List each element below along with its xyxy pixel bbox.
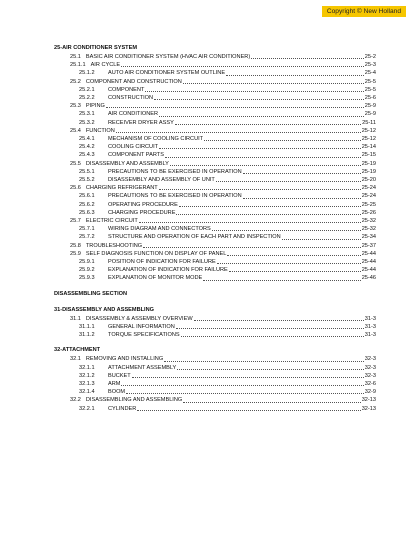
toc-entry-title: AUTO AIR CONDITIONER SYSTEM OUTLINE — [108, 70, 226, 77]
toc-entry-title: CYLINDER — [108, 405, 137, 412]
dot-leader — [145, 91, 363, 92]
toc-entry-page: 25-24 — [361, 193, 376, 200]
toc-entry-number: 25.7 — [70, 218, 81, 225]
dot-leader — [194, 320, 364, 321]
toc-entry-page: 25-34 — [361, 234, 376, 241]
dot-leader — [203, 280, 360, 281]
toc-entry-number: 25.3 — [70, 103, 81, 110]
toc-entry-title: PRECAUTIONS TO BE EXERCISED IN OPERATION — [108, 193, 242, 200]
toc-entry-title: COMPONENT AND CONSTRUCTION — [85, 78, 182, 85]
toc-entry-page: 25-9 — [364, 103, 376, 110]
toc-entry-page: 32-13 — [361, 397, 376, 404]
toc-entry-title: WIRING DIAGRAM AND CONNECTORS — [108, 226, 211, 233]
toc-entry[interactable] — [54, 315, 376, 323]
toc-entry-number: 25.7.2 — [79, 234, 95, 241]
toc-entry[interactable] — [54, 372, 376, 380]
toc-entry-number: 25.4.2 — [79, 144, 95, 151]
toc-entry-title: DISASSEMBLY AND ASSEMBLY — [85, 160, 169, 167]
toc-entry-page: 32-3 — [364, 364, 376, 371]
dot-leader — [183, 402, 360, 403]
toc-entry-page: 25-3 — [364, 62, 376, 69]
dot-leader — [165, 157, 361, 158]
toc-entry-title: DISASSEMBLING AND ASSEMBLING — [85, 397, 183, 404]
toc-entry[interactable] — [54, 176, 376, 184]
toc-entry[interactable] — [54, 151, 376, 159]
toc-entry-number: 32.1.4 — [79, 389, 95, 396]
dot-leader — [106, 107, 364, 108]
toc-entry-number: 25.1.1 — [70, 62, 86, 69]
dot-leader — [154, 99, 364, 100]
toc-entry-page: 32-3 — [364, 356, 376, 363]
toc-entry-page: 25-19 — [361, 168, 376, 175]
dot-leader — [229, 271, 361, 272]
toc-entry-number: 25.9.2 — [79, 267, 95, 274]
toc-entry-number: 25.9 — [70, 250, 81, 257]
toc-entry-number: 25.3.2 — [79, 119, 95, 126]
dot-leader — [204, 140, 361, 141]
toc-entry[interactable] — [54, 127, 376, 135]
toc-entry-page: 25-5 — [364, 78, 376, 85]
toc-entry[interactable] — [54, 201, 376, 209]
toc-entry-number: 31.1.2 — [79, 332, 95, 339]
section-heading: 31-DISASSEMBLY AND ASSEMBLING — [54, 306, 154, 313]
toc-entry-page: 25-11 — [362, 119, 376, 126]
toc-entry-number: 25.4.1 — [79, 136, 95, 143]
toc-entry-title: AIR CONDITIONER — [108, 111, 159, 118]
toc-entry-title: PIPING — [85, 103, 105, 110]
toc-entry[interactable] — [54, 110, 376, 118]
toc-entry[interactable] — [54, 135, 376, 143]
toc-entry-number: 25.4 — [70, 127, 81, 134]
toc-entry[interactable] — [54, 78, 376, 86]
toc-entry-number: 25.2.1 — [79, 86, 95, 93]
toc-entry-page: 31-3 — [364, 332, 376, 339]
section-heading: DISASSEMBLING SECTION — [54, 290, 128, 297]
dot-leader — [181, 336, 364, 337]
toc-entry-number: 25.3.1 — [79, 111, 95, 118]
dot-leader — [164, 361, 364, 362]
copyright-badge: Copyright © New Holland — [322, 6, 406, 17]
toc-entry-title: COMPONENT — [108, 86, 145, 93]
toc-entry-title: EXPLANATION OF INDICATION FOR FAILURE — [108, 267, 228, 274]
toc-entry-number: 32.2.1 — [79, 405, 95, 412]
dot-leader — [116, 132, 361, 133]
dot-leader — [121, 385, 363, 386]
toc-entry-number: 25.2 — [70, 78, 81, 85]
toc-entry[interactable] — [54, 380, 376, 388]
toc-entry-title: CHARGING PROCEDURE — [108, 209, 176, 216]
dot-leader — [143, 247, 361, 248]
toc-entry[interactable] — [54, 331, 376, 339]
toc-entry-title: DISASSEMBLY & ASSEMBLY OVERVIEW — [85, 315, 193, 322]
toc-entry-title: TORQUE SPECIFICATIONS — [108, 332, 180, 339]
dot-leader — [175, 124, 361, 125]
toc-entry-title: POSITION OF INDICATION FOR FAILURE — [108, 259, 216, 266]
toc-entry[interactable] — [54, 355, 376, 363]
toc-entry-title: OPERATING PROCEDURE — [108, 201, 178, 208]
toc-entry-number: 32.2 — [70, 397, 81, 404]
toc-entry-number: 25.5 — [70, 160, 81, 167]
toc-entry-number: 25.6.2 — [79, 201, 95, 208]
toc-entry-title: EXPLANATION OF MONITOR MODE — [108, 275, 203, 282]
toc-entry[interactable] — [54, 102, 376, 110]
toc-entry-page: 25-5 — [364, 86, 376, 93]
toc-entry-page: 25-4 — [364, 70, 376, 77]
dot-leader — [137, 410, 360, 411]
toc-entry[interactable] — [54, 396, 376, 404]
toc-entry-page: 25-32 — [361, 218, 376, 225]
toc-entry[interactable] — [54, 274, 376, 282]
dot-leader — [176, 328, 364, 329]
dot-leader — [176, 214, 360, 215]
toc-entry[interactable] — [54, 94, 376, 102]
toc-entry-page: 25-46 — [361, 275, 376, 282]
toc-entry-number: 25.1 — [70, 54, 81, 60]
toc-entry-number: 32.1.2 — [79, 372, 95, 379]
dot-leader — [139, 222, 361, 223]
toc-entry[interactable] — [54, 266, 376, 274]
toc-entry-title: COMPONENT PARTS — [108, 152, 164, 159]
toc-entry-title: ARM — [108, 380, 121, 387]
toc-entry-title: CHARGING REFRIGERANT — [85, 185, 158, 192]
toc-entry[interactable] — [54, 61, 376, 69]
dot-leader — [159, 189, 361, 190]
toc-entry-title: AIR CYCLE — [90, 62, 121, 69]
toc-entry-page: 25-19 — [361, 160, 376, 167]
toc-entry[interactable] — [54, 86, 376, 94]
dot-leader — [282, 239, 361, 240]
dot-leader — [126, 393, 364, 394]
toc-entry[interactable] — [54, 233, 376, 241]
dot-leader — [177, 369, 364, 370]
toc-entry-number: 32.1.3 — [79, 380, 95, 387]
toc-entry-page: 25-20 — [361, 177, 376, 184]
toc-entry-title: COOLING CIRCUIT — [108, 144, 159, 151]
toc-entry-title: CONSTRUCTION — [108, 95, 154, 102]
toc-entry-title: DISASSEMBLY AND ASSEMBLY OF UNIT — [108, 177, 215, 184]
toc-entry-title: REMOVING AND INSTALLING — [85, 356, 164, 363]
toc-entry-page: 32-13 — [361, 405, 376, 412]
toc-entry-page: 25-6 — [364, 95, 376, 102]
toc-entry[interactable] — [54, 192, 376, 200]
toc-entry-title: GENERAL INFORMATION — [108, 323, 175, 330]
dot-leader — [226, 75, 364, 76]
toc-entry-number: 25.1.2 — [79, 70, 95, 77]
toc-entry-number: 32.1.1 — [79, 364, 95, 371]
toc-entry[interactable] — [54, 217, 376, 225]
toc-entry-page: 25-15 — [361, 152, 376, 159]
toc-entry-title: SELF DIAGNOSIS FUNCTION ON DISPLAY OF PANEL — [85, 250, 227, 257]
toc-entry-page: 25-12 — [361, 127, 376, 134]
toc-entry[interactable] — [54, 143, 376, 151]
toc-entry-page: 31-3 — [364, 323, 376, 330]
toc-entry[interactable] — [54, 258, 376, 266]
toc-entry-number: 25.6 — [70, 185, 81, 192]
toc-entry[interactable] — [54, 405, 376, 413]
dot-leader — [251, 58, 364, 59]
toc-entry-number: 25.7.1 — [79, 226, 95, 233]
section-heading: 32-ATTACHMENT — [54, 347, 101, 354]
section-heading: 25-AIR CONDITIONER SYSTEM — [54, 45, 137, 51]
toc-entry-title: FUNCTION — [85, 127, 115, 134]
toc-entry-page: 25-44 — [361, 259, 376, 266]
toc-entry[interactable] — [54, 168, 376, 176]
dot-leader — [227, 255, 360, 256]
toc-entry-number: 31.1.1 — [79, 323, 95, 330]
toc-entry[interactable] — [54, 184, 376, 192]
toc-entry-number: 25.6.1 — [79, 193, 95, 200]
toc-entry-title: ELECTRIC CIRCUIT — [85, 218, 138, 225]
toc-entry-page: 25-2 — [364, 54, 376, 60]
dot-leader — [243, 198, 361, 199]
toc-entry-page: 25-44 — [361, 250, 376, 257]
toc-entry-number: 25.9.3 — [79, 275, 95, 282]
toc-entry-title: MECHANISM OF COOLING CIRCUIT — [108, 136, 204, 143]
toc-entry-page: 25-32 — [361, 226, 376, 233]
toc-entry-page: 32-3 — [364, 372, 376, 379]
toc-entry-title: RECEIVER DRYER ASSY — [108, 119, 174, 126]
toc-entry-number: 25.9.1 — [79, 259, 95, 266]
toc-entry-title: ATTACHMENT ASSEMBLY — [108, 364, 177, 371]
toc-entry[interactable] — [54, 209, 376, 217]
toc-entry[interactable] — [54, 242, 376, 250]
toc-entry-page: 25-37 — [361, 242, 376, 249]
toc-entry[interactable] — [54, 160, 376, 168]
dot-leader — [217, 263, 361, 264]
dot-leader — [121, 66, 364, 67]
toc-entry[interactable] — [54, 364, 376, 372]
dot-leader — [216, 181, 361, 182]
toc-entry-title: BASIC AIR CONDITIONER SYSTEM (HVAC AIR CONDITIONER) — [85, 54, 251, 60]
toc-entry-number: 25.5.2 — [79, 177, 95, 184]
toc-entry-page: 25-9 — [364, 111, 376, 118]
toc-entry-page: 25-24 — [361, 185, 376, 192]
toc-entry[interactable] — [54, 119, 376, 127]
toc-entry-title: BOOM — [108, 389, 126, 396]
dot-leader — [243, 173, 361, 174]
toc-entry-page: 25-25 — [361, 201, 376, 208]
toc-entry-number: 25.2.2 — [79, 95, 95, 102]
dot-leader — [159, 148, 361, 149]
toc-entry-page: 32-6 — [364, 380, 376, 387]
toc-entry-number: 32.1 — [70, 356, 81, 363]
toc-entry-page: 25-26 — [361, 209, 376, 216]
dot-leader — [132, 377, 364, 378]
toc-entry-number: 25.6.3 — [79, 209, 95, 216]
toc-entry[interactable] — [54, 69, 376, 77]
dot-leader — [183, 83, 364, 84]
toc-entry-number: 25.8 — [70, 242, 81, 249]
dot-leader — [159, 116, 364, 117]
toc-entry-number: 31.1 — [70, 315, 81, 322]
toc-entry[interactable] — [54, 250, 376, 258]
dot-leader — [170, 165, 361, 166]
table-of-contents — [54, 44, 376, 413]
dot-leader — [179, 206, 361, 207]
toc-entry-title: STRUCTURE AND OPERATION OF EACH PART AND INSPECTION — [108, 234, 281, 241]
toc-entry-number: 25.5.1 — [79, 168, 95, 175]
toc-entry[interactable] — [54, 388, 376, 396]
toc-entry-page: 25-12 — [361, 136, 376, 143]
toc-entry-number: 25.4.3 — [79, 152, 95, 159]
toc-entry[interactable] — [54, 225, 376, 233]
toc-entry-page: 25-44 — [361, 267, 376, 274]
toc-entry-page: 32-9 — [364, 389, 376, 396]
dot-leader — [212, 230, 361, 231]
toc-entry-page: 25-14 — [361, 144, 376, 151]
toc-entry-title: TROUBLESHOOTING — [85, 242, 143, 249]
toc-entry-title: PRECAUTIONS TO BE EXERCISED IN OPERATION — [108, 168, 242, 175]
toc-entry[interactable] — [54, 53, 376, 61]
toc-entry[interactable] — [54, 323, 376, 331]
toc-entry-title: BUCKET — [108, 372, 131, 379]
toc-entry-page: 31-3 — [364, 315, 376, 322]
